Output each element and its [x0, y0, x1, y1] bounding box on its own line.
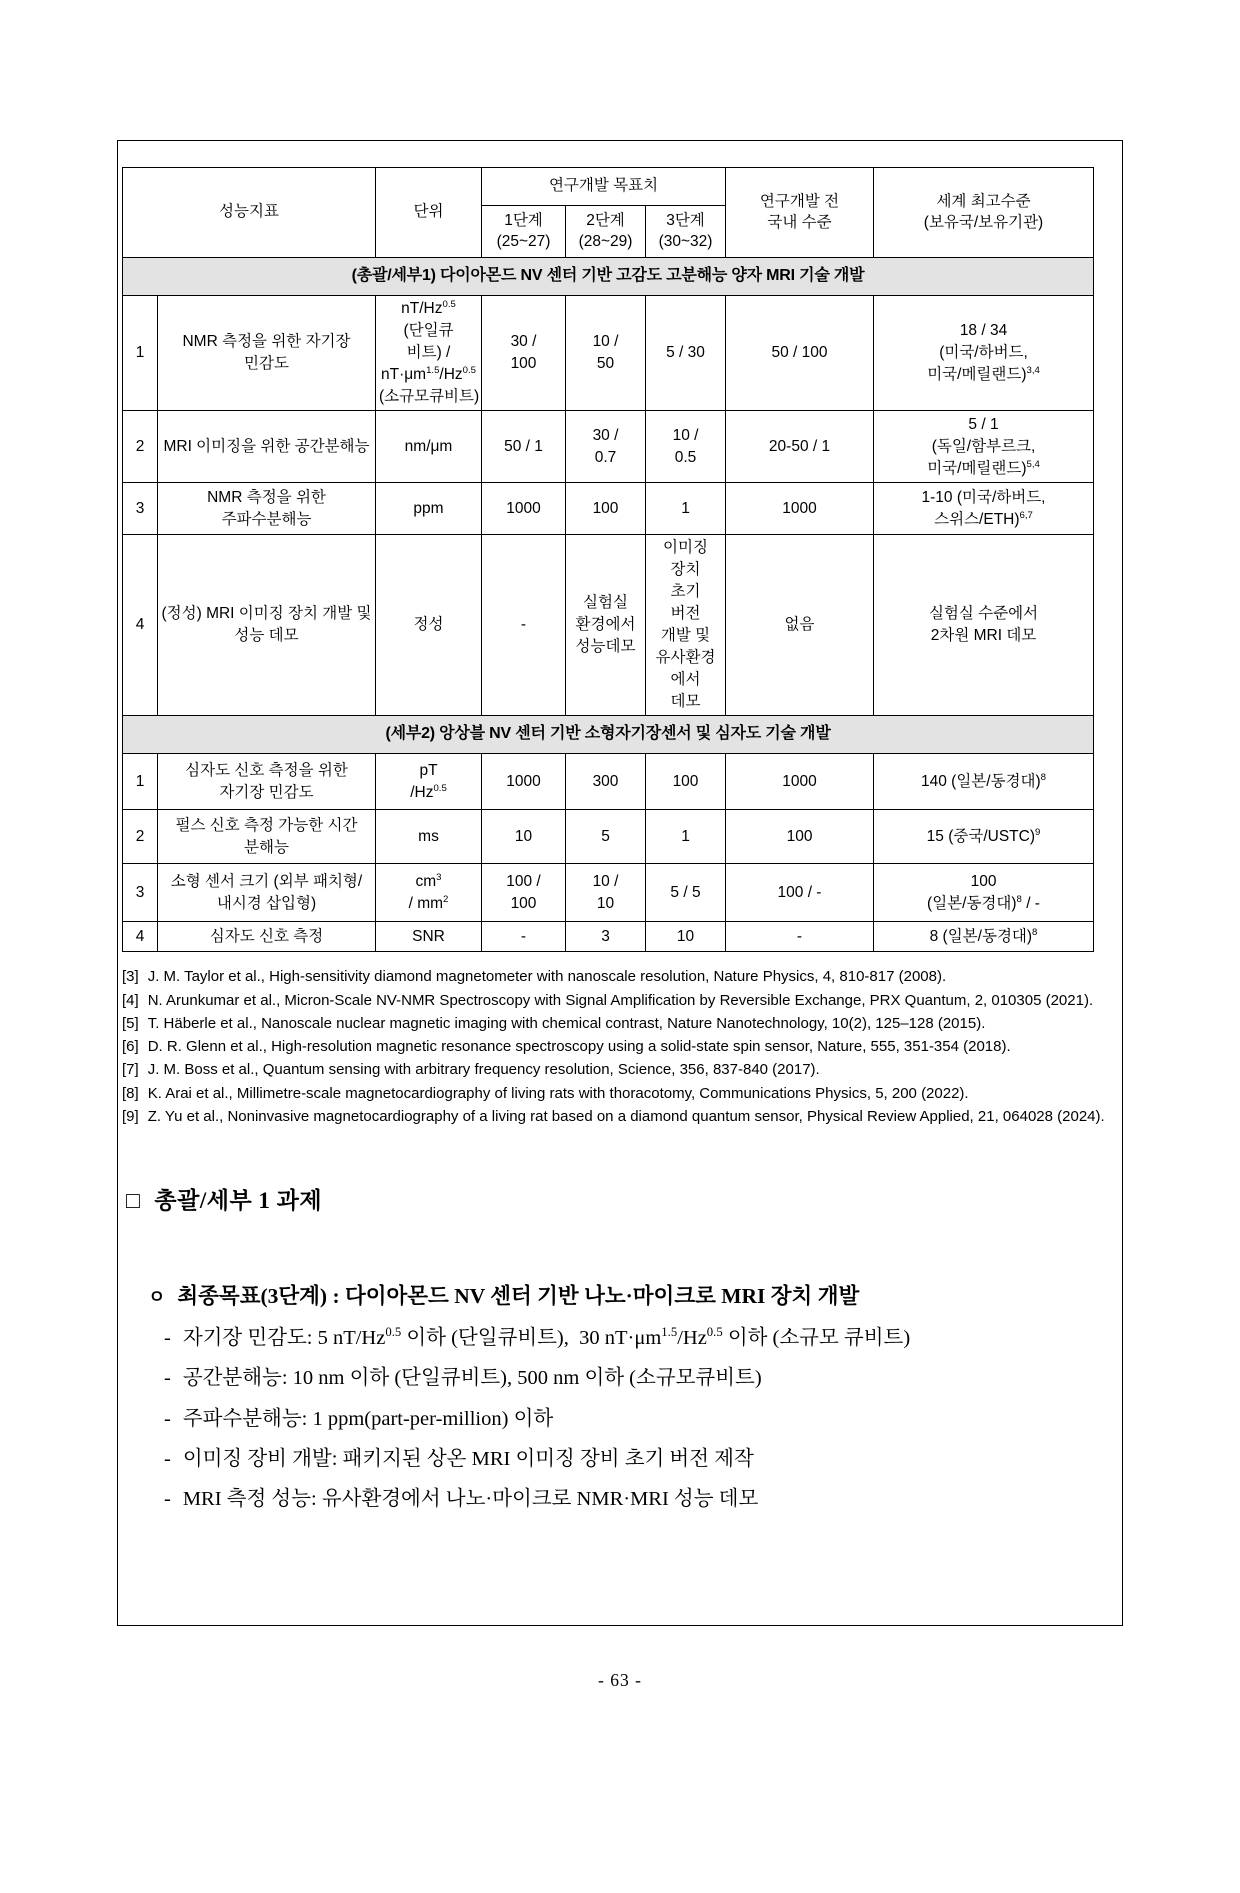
footnote-text: J. M. Taylor et al., High-sensitivity diamond magnetometer with nanoscale resolution, Nature Physics, 4, 810-817 (2008).: [147, 968, 947, 986]
world-header-line1: 세계 최고수준: [936, 192, 1031, 210]
row-number-cell: 3: [123, 483, 158, 535]
unit-cell: $nT/Hz^{0.5}$ (단일큐 비트) / $nT\cdot\mu m^{1.5}/Hz^{0.5}$ (소규모큐비트): [376, 296, 482, 411]
goal-bullet-text: 주파수분해능: 1 ppm(part-per-million) 이하: [182, 1407, 554, 1430]
stage3-cell: 5 / 30: [646, 296, 726, 411]
stage2-label: 2단계: [586, 211, 625, 229]
table-row: [123, 754, 1094, 810]
world-best-cell: 1-10 (미국/하버드, 스위스/ETH)$^{6,7}$: [874, 483, 1094, 535]
goal-bullet-text: MRI 측정 성능: 유사환경에서 나노·마이크로 NMR·MRI 성능 데모: [182, 1488, 759, 1511]
col-header-domestic: [726, 168, 874, 258]
unit-cell: ppm: [376, 483, 482, 535]
stage2-cell: 5: [566, 810, 646, 864]
world-best-cell: 140 (일본/동경대)$^8$: [874, 754, 1094, 810]
indicator-cell: 펄스 신호 측정 가능한 시간 분해능: [158, 810, 376, 864]
stage1-cell: -: [482, 535, 566, 716]
section-title-row: [123, 716, 1094, 754]
indicator-cell: NMR 측정을 위한 주파수분해능: [158, 483, 376, 535]
table-row: [123, 483, 1094, 535]
stage2-cell: 100: [566, 483, 646, 535]
domestic-level-cell: 100: [726, 810, 874, 864]
footnote-text: T. Häberle et al., Nanoscale nuclear magnetic imaging with chemical contrast, Nature Nanotechnology, 10(2), 125–128 (2015).: [147, 1014, 986, 1032]
footnote: [122, 1035, 1114, 1058]
table-row: [123, 922, 1094, 952]
stage3-period: (30~32): [658, 232, 713, 250]
stage3-cell: 10: [646, 922, 726, 952]
circle-bullet-icon: ㅇ: [148, 1287, 166, 1308]
performance-indicator-table: [122, 167, 1094, 952]
row-number-cell: 1: [123, 296, 158, 411]
goal-bullet-text: 공간분해능: 10 nm 이하 (단일큐비트), 500 nm 이하 (소규모큐비트): [182, 1367, 762, 1390]
row-number-cell: 2: [123, 411, 158, 483]
col-header-stage1: [482, 206, 566, 258]
footnote-ref: [5]: [122, 1014, 139, 1032]
stage2-cell: 실험실 환경에서 성능데모: [566, 535, 646, 716]
goal-bullet: [164, 1481, 1074, 1518]
footnote-list: [122, 965, 1114, 1128]
goal-bullet: [164, 1401, 1074, 1438]
stage3-label: 3단계: [666, 211, 705, 229]
dash-bullet-icon: -: [164, 1447, 171, 1470]
goal-bullet: [164, 1441, 1074, 1478]
final-goal-heading: [148, 1279, 1114, 1310]
indicator-cell: NMR 측정을 위한 자기장 민감도: [158, 296, 376, 411]
col-header-indicator: 성능지표: [123, 168, 376, 258]
footnote: [122, 989, 1114, 1012]
table-row: [123, 810, 1094, 864]
dash-bullet-icon: -: [164, 1407, 171, 1430]
stage1-period: (25~27): [496, 232, 551, 250]
domestic-level-cell: 1000: [726, 483, 874, 535]
world-best-cell: 실험실 수준에서 2차원 MRI 데모: [874, 535, 1094, 716]
indicator-cell: 심자도 신호 측정: [158, 922, 376, 952]
world-best-cell: 100 (일본/동경대)$^8$ / -: [874, 864, 1094, 922]
col-header-stage3: [646, 206, 726, 258]
domestic-level-cell: 1000: [726, 754, 874, 810]
final-goal-text: 최종목표(3단계) : 다이아몬드 NV 센터 기반 나노·마이크로 MRI 장치 개발: [177, 1284, 860, 1309]
table-row: [123, 864, 1094, 922]
row-number-cell: 2: [123, 810, 158, 864]
footnote-ref: [7]: [122, 1061, 139, 1079]
unit-cell: 정성: [376, 535, 482, 716]
row-number-cell: 4: [123, 535, 158, 716]
stage1-cell: 100 / 100: [482, 864, 566, 922]
footnote-ref: [9]: [122, 1107, 139, 1125]
section-title-row: [123, 258, 1094, 296]
domestic-level-cell: 없음: [726, 535, 874, 716]
footnote: [122, 1082, 1114, 1105]
unit-cell: nm/μm: [376, 411, 482, 483]
stage2-cell: 3: [566, 922, 646, 952]
section2-title: (세부2) 앙상블 NV 센터 기반 소형자기장센서 및 심자도 기술 개발: [123, 716, 1094, 754]
stage2-cell: 10 / 50: [566, 296, 646, 411]
indicator-cell: MRI 이미징을 위한 공간분해능: [158, 411, 376, 483]
stage3-cell: 1: [646, 810, 726, 864]
stage3-cell: 100: [646, 754, 726, 810]
table-row: [123, 535, 1094, 716]
stage2-cell: 10 / 10: [566, 864, 646, 922]
footnote-text: N. Arunkumar et al., Micron-Scale NV-NMR Spectroscopy with Signal Amplification by Reversible Exchange, PRX Quantum, 2, 010305 (2021).: [147, 991, 1094, 1009]
stage3-cell: 1: [646, 483, 726, 535]
header-row-1: [123, 168, 1094, 206]
indicator-cell: 심자도 신호 측정을 위한 자기장 민감도: [158, 754, 376, 810]
table-row: [123, 411, 1094, 483]
page-number: - 63 -: [598, 1670, 642, 1690]
footnote-text: J. M. Boss et al., Quantum sensing with arbitrary frequency resolution, Science, 356, 837-840 (2017).: [147, 1061, 820, 1079]
goal-bullet-text: 자기장 민감도: 5 $nT/Hz^{0.5}$ 이하 (단일큐비트), 30 $nT\cdot\mu m^{1.5}/Hz^{0.5}$ 이하 (소규모 큐비트): [182, 1325, 911, 1350]
stage1-cell: 1000: [482, 754, 566, 810]
footnote-ref: [8]: [122, 1084, 139, 1102]
table-row: [123, 296, 1094, 411]
domestic-level-cell: 100 / -: [726, 864, 874, 922]
stage3-cell: 이미징 장치 초기 버전 개발 및 유사환경 에서 데모: [646, 535, 726, 716]
stage1-cell: 50 / 1: [482, 411, 566, 483]
col-header-stage2: [566, 206, 646, 258]
stage3-cell: 5 / 5: [646, 864, 726, 922]
domestic-level-cell: -: [726, 922, 874, 952]
page-frame: [117, 140, 1123, 1626]
col-header-world: [874, 168, 1094, 258]
section1-title: (총괄/세부1) 다이아몬드 NV 센터 기반 고감도 고분해능 양자 MRI 기술 개발: [123, 258, 1094, 296]
row-number-cell: 3: [123, 864, 158, 922]
stage2-period: (28~29): [578, 232, 633, 250]
footnote: [122, 1058, 1114, 1081]
world-header-line2: (보유국/보유기관): [923, 213, 1044, 231]
stage1-cell: 30 / 100: [482, 296, 566, 411]
world-best-cell: 18 / 34 (미국/하버드, 미국/메릴랜드)$^{3,4}$: [874, 296, 1094, 411]
dash-bullet-icon: -: [164, 1488, 171, 1511]
footnote-ref: [3]: [122, 968, 139, 986]
col-header-target: 연구개발 목표치: [482, 168, 726, 206]
stage1-cell: 10: [482, 810, 566, 864]
domestic-level-cell: 20-50 / 1: [726, 411, 874, 483]
footnote-ref: [4]: [122, 991, 139, 1009]
world-best-cell: 15 (중국/USTC)$^9$: [874, 810, 1094, 864]
footnote: [122, 965, 1114, 988]
dash-bullet-icon: -: [164, 1327, 171, 1350]
footnote-text: K. Arai et al., Millimetre-scale magnetocardiography of living rats with thoracotomy, Communications Physics, 5, 200 (2022).: [147, 1084, 969, 1102]
stage1-cell: 1000: [482, 483, 566, 535]
col-header-unit: 단위: [376, 168, 482, 258]
footnote-text: Z. Yu et al., Noninvasive magnetocardiography of a living rat based on a diamond quantum sensor, Physical Review Applied, 21, 064028 (2024).: [147, 1107, 1105, 1125]
goal-bullet-text: 이미징 장비 개발: 패키지된 상온 MRI 이미징 장비 초기 버전 제작: [182, 1447, 754, 1470]
section-heading: [126, 1182, 1114, 1215]
domestic-header-line2: 국내 수준: [767, 213, 832, 231]
dash-bullet-icon: -: [164, 1367, 171, 1390]
goal-bullet: [164, 1320, 1074, 1357]
domestic-header-line1: 연구개발 전: [759, 192, 840, 210]
row-number-cell: 4: [123, 922, 158, 952]
section-heading-text: 총괄/세부 1 과제: [154, 1188, 323, 1214]
stage3-cell: 10 / 0.5: [646, 411, 726, 483]
world-best-cell: 8 (일본/동경대)$^8$: [874, 922, 1094, 952]
footnote-text: D. R. Glenn et al., High-resolution magnetic resonance spectroscopy using a solid-state spin sensor, Nature, 555, 351-354 (2018).: [147, 1038, 1011, 1056]
footnote-ref: [6]: [122, 1038, 139, 1056]
row-number-cell: 1: [123, 754, 158, 810]
unit-cell: ms: [376, 810, 482, 864]
goal-bullet-list: [164, 1320, 1074, 1518]
stage2-cell: 300: [566, 754, 646, 810]
square-bullet-icon: □: [126, 1188, 141, 1214]
stage2-cell: 30 / 0.7: [566, 411, 646, 483]
world-best-cell: 5 / 1 (독일/함부르크, 미국/메릴랜드)$^{5,4}$: [874, 411, 1094, 483]
indicator-cell: (정성) MRI 이미징 장치 개발 및 성능 데모: [158, 535, 376, 716]
stage1-label: 1단계: [504, 211, 543, 229]
indicator-cell: 소형 센서 크기 (외부 패치형/내시경 삽입형): [158, 864, 376, 922]
domestic-level-cell: 50 / 100: [726, 296, 874, 411]
footnote: [122, 1012, 1114, 1035]
unit-cell: $cm^3$ / $mm^2$: [376, 864, 482, 922]
stage1-cell: -: [482, 922, 566, 952]
unit-cell: pT $/Hz^{0.5}$: [376, 754, 482, 810]
unit-cell: SNR: [376, 922, 482, 952]
footnote: [122, 1105, 1114, 1128]
goal-bullet: [164, 1360, 1074, 1397]
